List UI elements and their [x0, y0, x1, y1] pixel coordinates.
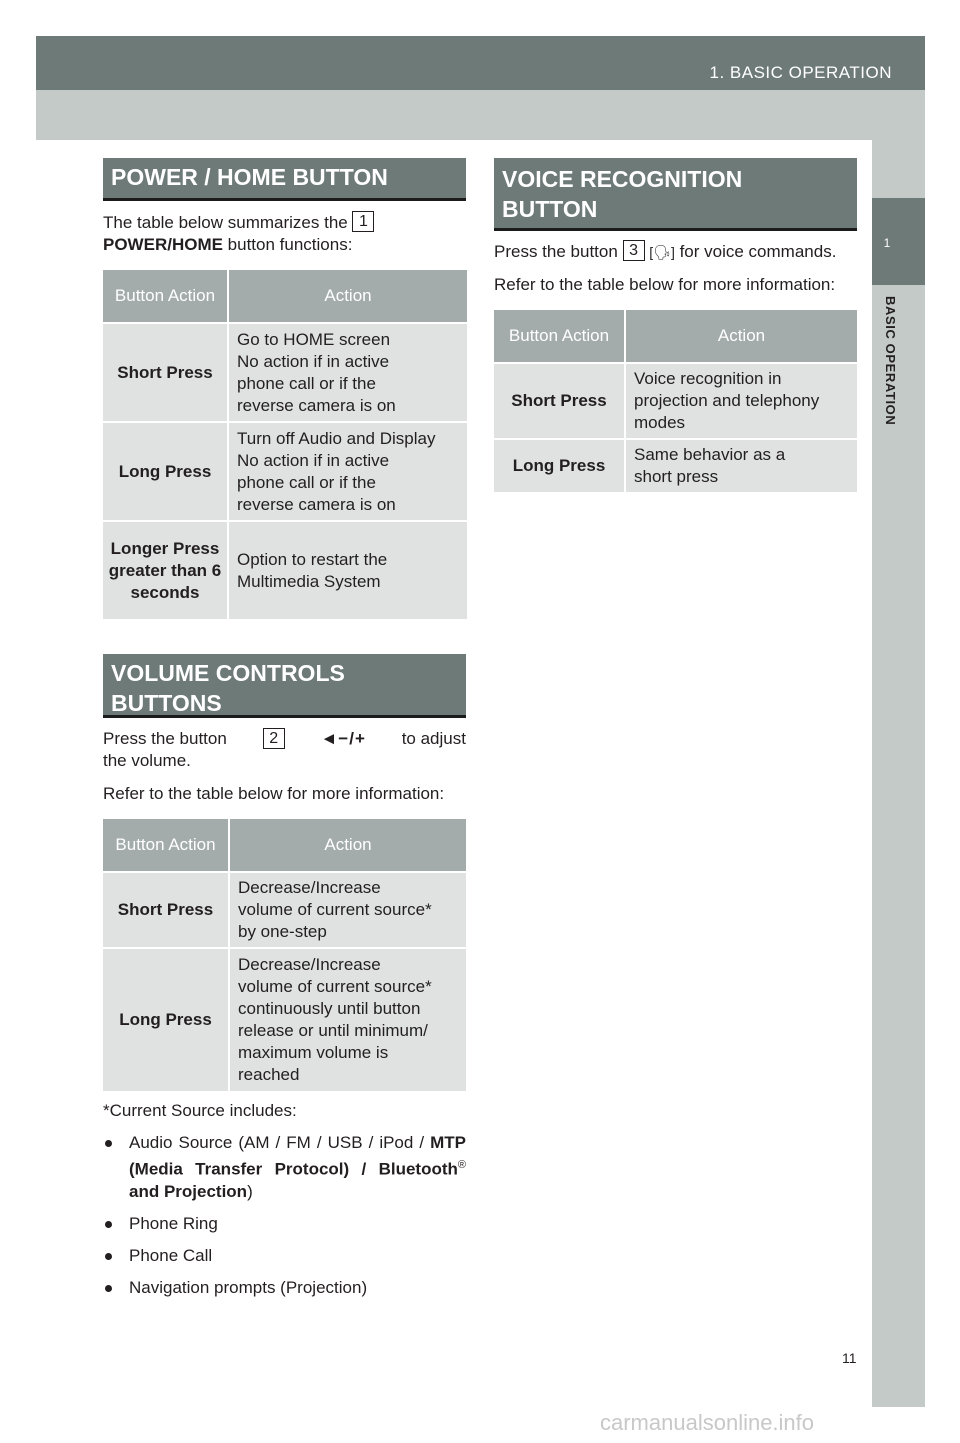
list-item: Phone Call: [103, 1245, 466, 1267]
list-item: Phone Ring: [103, 1213, 466, 1235]
table-cell-action: Voice recognition in projection and telephony modes: [626, 364, 857, 438]
table-cell-button: Longer Press greater than 6 seconds: [103, 522, 229, 619]
bullet-icon: [105, 1221, 112, 1228]
header-band: [36, 90, 925, 140]
table-header-button-action: Button Action: [103, 819, 230, 871]
volume-refer: Refer to the table below for more information:: [103, 784, 445, 803]
power-intro-tail: button functions:: [222, 235, 353, 254]
table-cell-action: Go to HOME screen No action if in active phone call or if the reverse camera is on: [229, 324, 467, 421]
table-row: [103, 522, 467, 619]
bullet-icon: [105, 1253, 112, 1260]
current-source-list: [103, 1132, 466, 1309]
table-row: [494, 440, 857, 492]
chapter-number: 1: [883, 236, 891, 250]
table-header-button-action: Button Action: [494, 310, 626, 362]
voice-icon: [🗣]: [649, 244, 675, 260]
bullet-icon: [105, 1285, 112, 1292]
voice-intro: [494, 241, 864, 263]
chapter-label: BASIC OPERATION: [883, 296, 898, 426]
volume-table: [103, 817, 466, 1093]
power-intro-text: The table below summarizes the: [103, 213, 348, 232]
table-cell-action: Decrease/Increase volume of current source* continuously until button release or until minimum/ maximum volume is reached: [230, 949, 466, 1091]
page-number: 11: [842, 1350, 857, 1366]
volume-intro: [103, 728, 466, 772]
voice-refer: Refer to the table below for more information:: [494, 275, 836, 294]
table-row: [103, 423, 467, 520]
table-header-button-action: Button Action: [103, 270, 229, 322]
power-intro-bold: POWER/HOME: [103, 235, 223, 254]
table-row: [103, 949, 466, 1091]
voice-intro-text: Press the button: [494, 242, 618, 261]
watermark: carmanualsonline.info: [600, 1410, 815, 1435]
table-cell-button: Long Press: [494, 440, 626, 492]
table-header-action: Action: [229, 270, 467, 322]
callout-number-2: 2: [263, 728, 285, 749]
table-cell-button: Long Press: [103, 949, 230, 1091]
list-item: Audio Source (AM / FM / USB / iPod / MTP (Media Transfer Protocol) / Bluetooth® and Projection): [103, 1132, 466, 1203]
voice-intro-text-2: for voice commands.: [679, 242, 837, 261]
bullet-icon: [105, 1140, 112, 1147]
table-row: [494, 364, 857, 438]
list-item: Navigation prompts (Projection): [103, 1277, 466, 1299]
table-cell-action: Turn off Audio and Display No action if in active phone call or if the reverse camera is on: [229, 423, 467, 520]
voice-heading: VOICE RECOGNITION BUTTON: [494, 158, 857, 231]
table-cell-button: Long Press: [103, 423, 229, 520]
volume-intro-text-3: the volume.: [103, 751, 191, 770]
table-cell-button: Short Press: [494, 364, 626, 438]
power-intro: [103, 212, 466, 256]
table-cell-action: Option to restart the Multimedia System: [229, 522, 467, 619]
table-cell-button: Short Press: [103, 324, 229, 421]
power-home-heading: POWER / HOME BUTTON: [103, 158, 466, 201]
section-header-title: 1. BASIC OPERATION: [709, 63, 892, 82]
volume-heading: VOLUME CONTROLS BUTTONS: [103, 654, 466, 718]
current-source-footnote: *Current Source includes:: [103, 1101, 297, 1120]
voice-table: [494, 308, 857, 494]
table-row: [103, 324, 467, 421]
power-table: [103, 268, 467, 621]
volume-icon: ◄−/+: [320, 729, 366, 748]
table-cell-action: Decrease/Increase volume of current source* by one-step: [230, 873, 466, 947]
table-header-action: Action: [230, 819, 466, 871]
table-cell-button: Short Press: [103, 873, 230, 947]
table-cell-action: Same behavior as a short press: [626, 440, 857, 492]
table-row: [103, 873, 466, 947]
callout-number-3: 3: [623, 240, 645, 261]
volume-intro-text: Press the button: [103, 729, 227, 748]
volume-intro-text-2: to adjust: [401, 729, 466, 748]
callout-number-1: 1: [352, 211, 374, 232]
table-header-action: Action: [626, 310, 857, 362]
